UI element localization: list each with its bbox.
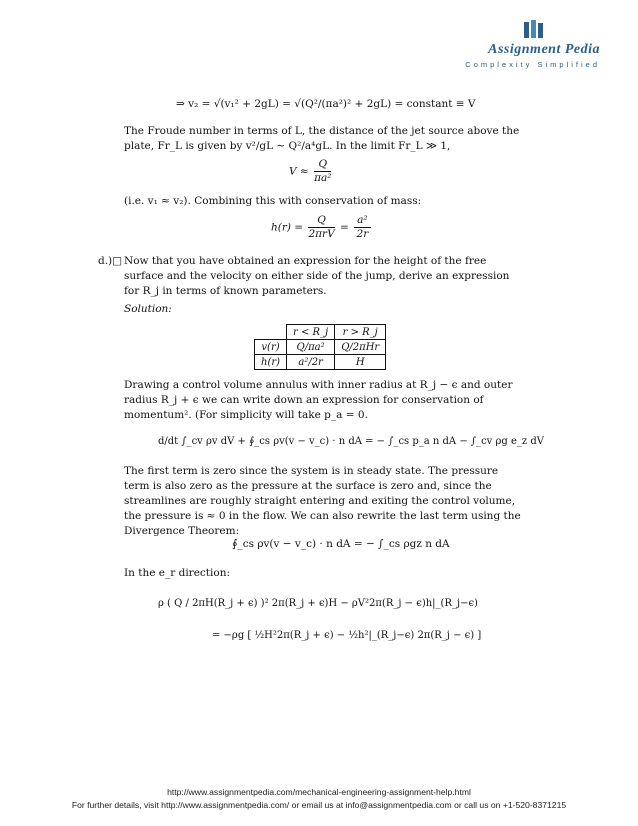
part-d-label: d.)□ (98, 255, 123, 267)
first-term-paragraph: The first term is zero since the system is in steady state. The pressure term is also zero as the pressure at the surface is zero and, since the streamlines are roughly straight entering and exiting the control volume, the pressure is ≈ 0 in the flow. We can also rewrite the last term using the Divergence Theorem: (124, 465, 521, 537)
eq2-fraction (314, 158, 331, 185)
footer-url: http://www.assignmentpedia.com/mechanical-engineering-assignment-help.html (167, 787, 471, 797)
table-header-row (255, 325, 386, 340)
logo-brand: Assignment Pedia (488, 42, 600, 57)
eq2-denominator: πa² (314, 172, 332, 184)
table-cell (255, 325, 287, 340)
mass-paragraph: (i.e. v₁ ≈ v₂). Combining this with conservation of mass: (124, 195, 422, 207)
table-cell: Q/2πHr (335, 340, 386, 355)
equation-height (271, 214, 373, 241)
table-cell: v(r) (255, 340, 287, 355)
assignmentpedia-logo (460, 18, 600, 68)
eq3-equals: = (340, 221, 349, 234)
table-row (255, 355, 386, 370)
eq2-numerator: Q (314, 158, 331, 172)
equation-v-approx (289, 158, 333, 185)
eq3-den2: 2r (356, 228, 369, 240)
control-volume-paragraph: Drawing a control volume annulus with inner radius at R_j − ϵ and outer radius R_j + ϵ we can write down an expression for conservation of momentum². (For simplicity will take p_a = 0. (124, 379, 513, 421)
table-header-cell: r > R_j (335, 325, 386, 340)
book-icon (522, 18, 546, 42)
table-cell: H (335, 355, 386, 370)
equation-momentum: d/dt ∫_cv ρv dV + ∮_cs ρv(v − v_c) · n dA = − ∫_cs p_a n dA − ∫_cv ρg e_z dV (158, 436, 544, 447)
solution-table (254, 324, 386, 370)
eq3-fraction-1 (308, 214, 334, 241)
table-cell: h(r) (255, 355, 287, 370)
eq3-lhs: h(r) = (271, 221, 304, 234)
eq3-den1: 2πrV (308, 228, 335, 240)
logo-tagline: Complexity Simplified (465, 60, 600, 69)
eq3-fraction-2 (354, 214, 370, 241)
equation-divergence: ∮_cs ρv(v − v_c) · n dA = − ∫_cs ρgz n dA (232, 538, 450, 550)
table-header-cell: r < R_j (287, 325, 335, 340)
table-row (255, 340, 386, 355)
equation-er-line2: = −ρg [ ½H²2π(R_j + ϵ) − ½h²|_(R_j−ϵ) 2π(R_j − ϵ) ] (212, 630, 482, 641)
froude-paragraph: The Froude number in terms of L, the distance of the jet source above the plate, Fr_L is given by v²/gL ∼ Q²/a⁴gL. In the limit Fr_L ≫ 1, (124, 125, 520, 152)
eq3-num2: a² (354, 214, 370, 228)
table-cell: Q/πa² (287, 340, 335, 355)
equation-velocity: ⇒ v₂ = √(v₁² + 2gL) = √(Q²/(πa²)² + 2gL) = constant ≡ V (176, 98, 476, 110)
eq3-num1: Q (308, 214, 334, 228)
part-d-question: Now that you have obtained an expression for the height of the free surface and the velocity on either side of the jump, derive an expression for R_j in terms of known parameters. (124, 255, 510, 297)
table-cell: a²/2r (287, 355, 335, 370)
solution-label: Solution: (124, 303, 172, 315)
er-direction-label: In the e_r direction: (124, 567, 230, 579)
equation-er-line1: ρ ( Q / 2πH(R_j + ϵ) )² 2π(R_j + ϵ)H − ρV²2π(R_j − ϵ)h|_(R_j−ϵ) (158, 598, 478, 609)
eq2-lhs: V ≈ (289, 165, 309, 178)
footer-contact: For further details, visit http://www.assignmentpedia.com/ or email us at info@assignmentpedia.com or call us on +1-520-8371215 (71, 800, 567, 810)
